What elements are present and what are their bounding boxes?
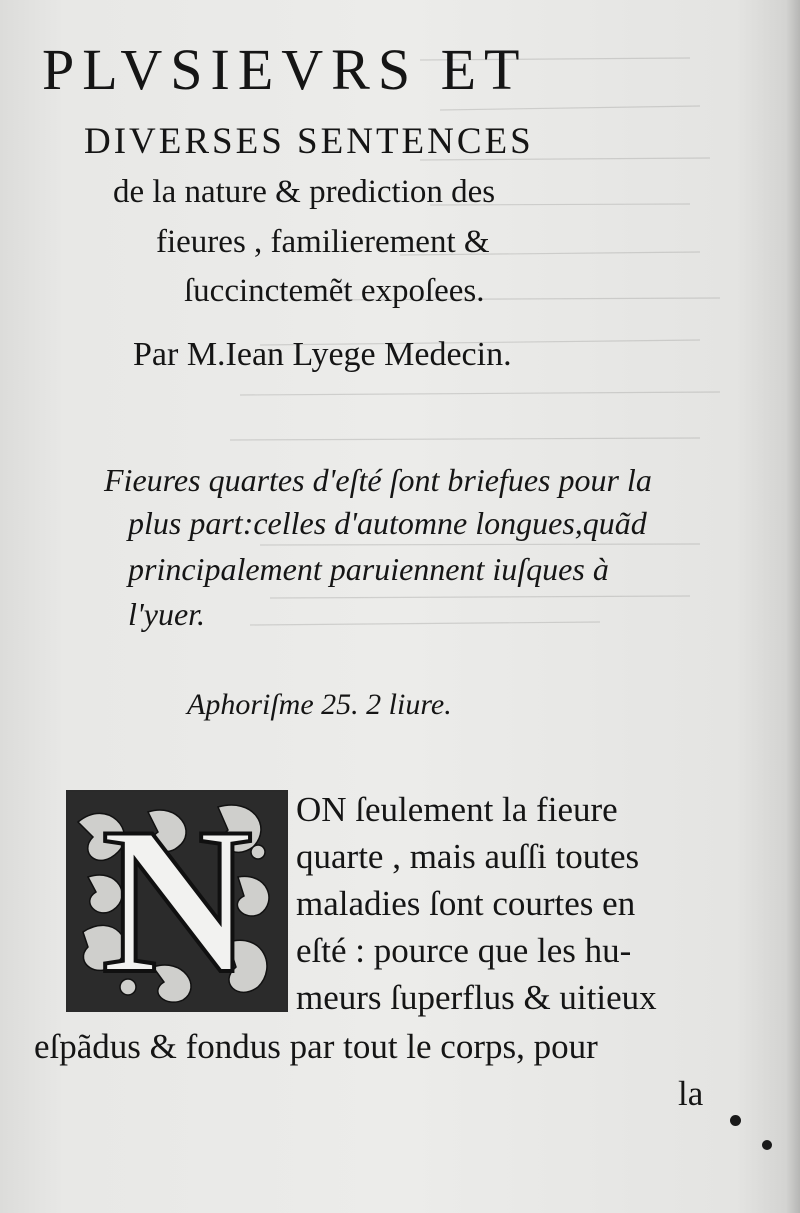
body-line-4: eſté : pource que les hu-	[296, 931, 632, 970]
ink-spot	[762, 1140, 772, 1150]
body-line-5: meurs ſuperflus & uitieux	[296, 978, 657, 1017]
page-edge-shadow	[786, 0, 800, 1213]
initial-letter: N	[101, 785, 253, 1017]
aphorism-line-4: l'yuer.	[128, 596, 206, 632]
body-line-1: ON ſeulement la fieure	[296, 790, 618, 829]
aphorism-line-3: principalement paruiennent iuſques à	[128, 551, 609, 587]
aphorism-line-1: Fieures quartes d'eſté ſont briefues pour la	[104, 462, 652, 498]
aphorism-reference: Aphoriſme 25. 2 liure.	[187, 688, 452, 721]
aphorism-line-2: plus part:celles d'automne longues,quãd	[128, 505, 647, 541]
ink-spot	[730, 1115, 741, 1126]
subtitle-line-2: fieures , familierement &	[156, 224, 490, 260]
body-line-3: maladies ſont courtes en	[296, 884, 636, 923]
body-line-2: quarte , mais auſſi toutes	[296, 837, 640, 876]
decorated-initial	[66, 785, 288, 1017]
title-line-2: DIVERSES SENTENCES	[84, 121, 534, 162]
body-line-6: eſpãdus & fondus par tout le corps, pour	[34, 1027, 598, 1066]
author-line: Par M.Iean Lyege Medecin.	[133, 336, 512, 373]
catchword: la	[678, 1074, 704, 1113]
subtitle-line-1: de la nature & prediction des	[113, 174, 496, 210]
subtitle-line-3: ſuccinctemẽt expoſees.	[184, 273, 485, 309]
title-line-1: PLVSIEVRS ET	[42, 37, 528, 102]
